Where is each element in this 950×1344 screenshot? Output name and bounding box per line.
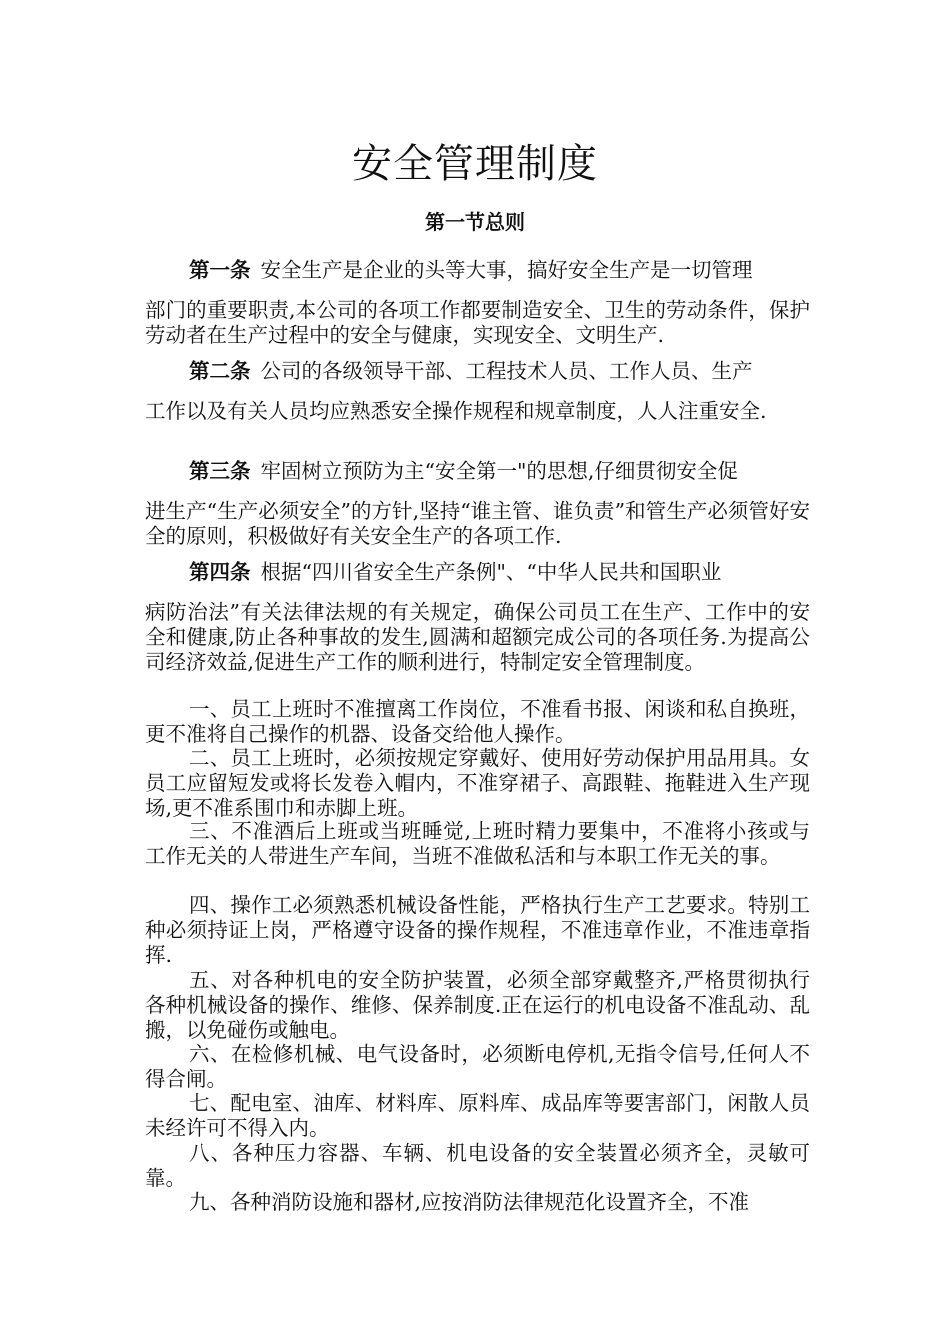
article-text: 部门的重要职责,本公司的各项工作都要制造安全、卫生的劳动条件，保护劳动者在生产过程中的安全与健康，实现安全、文明生产.: [145, 298, 810, 347]
section-title: 第一节总则: [425, 210, 525, 234]
rule-item-1: 一、员工上班时不准擅离工作岗位，不准看书报、闲谈和私自换班，更不准将自己操作的机器、设备交给他人操作。: [145, 697, 810, 746]
article-label: 第四条: [189, 560, 251, 584]
article-first-line: [145, 359, 810, 384]
article-1: [145, 258, 810, 348]
article-label: 第三条: [189, 459, 251, 483]
rule-item-6: 六、在检修机械、电气设备时，必须断电停机,无指令信号,任何人不得合闸。: [145, 1042, 810, 1091]
rule-item-9: 九、各种消防设施和器材,应按消防法律规范化设置齐全，不准: [189, 1190, 750, 1214]
article-label: 第一条: [189, 258, 251, 282]
rule-item-5: 五、对各种机电的安全防护装置，必须全部穿戴整齐,严格贯彻执行各种机械设备的操作、维修、保养制度.正在运行的机电设备不准乱动、乱搬，以免碰伤或触电。: [145, 968, 810, 1042]
article-first-text: 安全生产是企业的头等大事，搞好安全生产是一切管理: [260, 258, 753, 282]
rule-item-7: 七、配电室、油库、材料库、原料库、成品库等要害部门，闲散人员未经许可不得入内。: [145, 1091, 810, 1140]
article-text: 病防治法”有关法律法规的有关规定，确保公司员工在生产、工作中的安全和健康,防止各种事故的发生,圆满和超额完成公司的各项任务.为提高公司经济效益,促进生产工作的顺利进行，特制定安全管理制度。: [145, 600, 810, 674]
article-first-line: [145, 258, 810, 283]
article-label: 第二条: [189, 359, 251, 383]
article-first-line: [145, 560, 810, 585]
document-title: 安全管理制度: [352, 141, 598, 187]
article-text: 工作以及有关人员均应熟悉安全操作规程和规章制度，人人注重安全.: [145, 399, 767, 423]
rule-item-2: 二、员工上班时，必须按规定穿戴好、使用好劳动保护用品用具。女员工应留短发或将长发卷入帽内，不准穿裙子、高跟鞋、拖鞋进入生产现场,更不准系围巾和赤脚上班。: [145, 746, 810, 820]
article-4: [145, 560, 810, 675]
rule-item-3: 三、不准酒后上班或当班睡觉,上班时精力要集中，不准将小孩或与工作无关的人带进生产车间，当班不准做私活和与本职工作无关的事。: [145, 819, 810, 868]
article-3: [145, 459, 810, 549]
article-first-text: 牢固树立预防为主“安全第一"的思想,仔细贯彻安全促: [260, 459, 738, 483]
article-first-text: 根据“四川省安全生产条例"、“中华人民共和国职业: [260, 560, 722, 584]
rule-item-4: 四、操作工必须熟悉机械设备性能，严格执行生产工艺要求。特别工种必须持证上岗，严格遵守设备的操作规程，不准违章作业，不准违章指挥.: [145, 893, 810, 967]
rule-item-8: 八、各种压力容器、车辆、机电设备的安全装置必须齐全，灵敏可靠。: [145, 1141, 810, 1190]
article-2: [145, 359, 810, 424]
article-first-text: 公司的各级领导干部、工程技术人员、工作人员、生产: [260, 359, 753, 383]
article-first-line: [145, 459, 810, 484]
article-text: 进生产“生产必须安全”的方针,坚持“谁主管、谁负责”和管生产必须管好安全的原则，积极做好有关安全生产的各项工作.: [145, 499, 810, 548]
